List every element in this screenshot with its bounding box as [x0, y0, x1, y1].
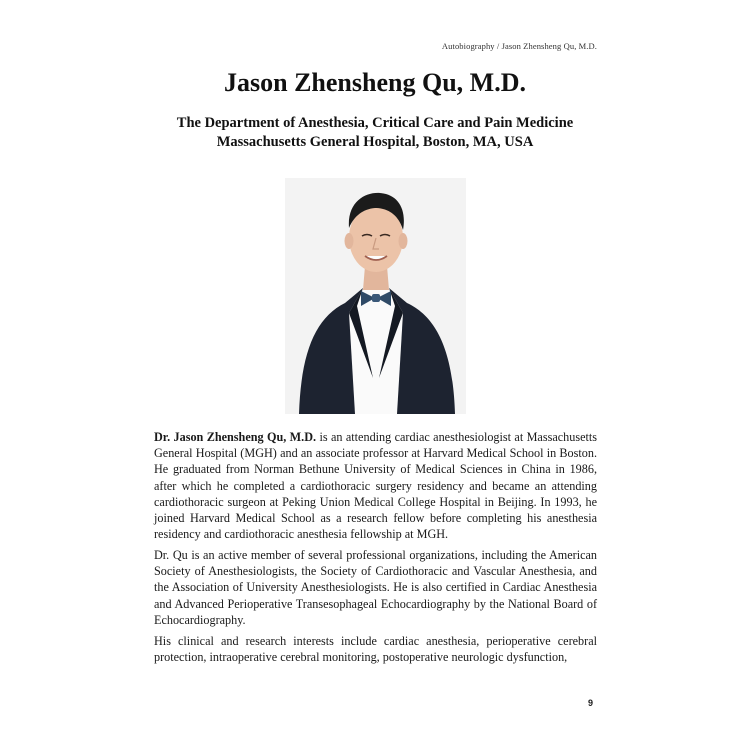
bio-paragraph-1: [154, 429, 597, 542]
affiliation: [0, 114, 750, 152]
bio-paragraph-2: Dr. Qu is an active member of several professional organizations, including the American Society of Anesthesiologists, the Society of Cardiothoracic and Vascular Anesthesia, and the Association of University Anesthesiologists. He is also certified in Cardiac Anesthesia and Advanced Perioperative Transesophageal Echocardiography by the National Board of Echocardiography.: [154, 548, 597, 627]
affiliation-department: The Department of Anesthesia, Critical Care and Pain Medicine: [176, 115, 574, 131]
running-head: Autobiography / Jason Zhensheng Qu, M.D.: [441, 41, 597, 51]
bio-paragraph-3: His clinical and research interests include cardiac anesthesia, perioperative cerebral protection, intraoperative cerebral monitoring, postoperative neurologic dysfunction,: [154, 634, 597, 665]
page-number: 9: [588, 698, 594, 708]
affiliation-hospital: Massachusetts General Hospital, Boston, MA, USA: [216, 134, 534, 150]
bio-paragraph-1-text: is an attending cardiac anesthesiologist at Massachusetts General Hospital (MGH) and an associate professor at Harvard Medical School in Boston. He graduated from Norman Bethune University of Medical Sciences in China in 1986, after which he completed a cardiothoracic surgery residency and became an attending cardiothoracic surgeon at Peking Union Medical College Hospital in Beijing. In 1993, he joined Harvard Medical School as a research fellow before completing his anesthesia residency and cardiothoracic anesthesia fellowship at MGH.: [154, 430, 598, 542]
portrait-illustration: [285, 178, 466, 414]
portrait-photo: [285, 178, 466, 414]
bio-name: Dr. Jason Zhensheng Qu, M.D.: [154, 430, 317, 444]
page-title: Jason Zhensheng Qu, M.D.: [224, 68, 526, 97]
